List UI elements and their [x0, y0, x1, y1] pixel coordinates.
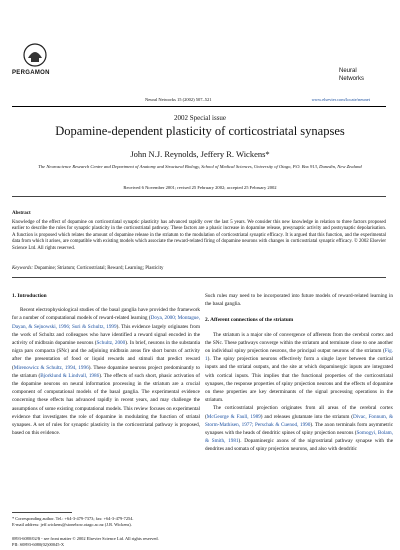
abstract-text: Knowledge of the effect of dopamine on corticostriatal synaptic plasticity has advanced rapidly over the last 5 years. We consider this new knowledge in relation to three factors proposed earlier to describe the rules for synaptic plasticity in the corticostriatal pathway. These factors are a phasic increase in dopamine release, presynaptic activity and postsynaptic depolarisation. A function is proposed which relates the amount of dopamine release in the striatum to the modulation of corticostriatal synaptic efficacy. It is argued that this function, and the experimental data from which it arises, are compatible with existing models which associate the reward-related firing of dopamine neurons with changes in corticostriatal synaptic efficacy. © 2002 Elsevier Science Ltd. All rights reserved. [12, 220, 386, 251]
citation-link[interactable]: Mirenowicz & Schultz, 1994, 1996 [13, 364, 89, 371]
afferent-paragraph-1 [205, 331, 393, 405]
corresponding-author-footnote [12, 516, 200, 527]
text-run: The striatum is a major site of convergence of afferents from the cerebral cortex and the SNc. These pathways converge within the striatum and terminate close to one another on individual spiny projection neurons, the principal output neurons of the striatum ( [205, 331, 393, 355]
text-run: ). The spiny projection neurons effectively form a single layer between the cortical inputs and the striatal outputs, and the site at which dopaminergic inputs are integrated with cortical inputs. This implies that the functional properties of the corticostriatal synapses, the response properties of spiny projection neurons and the effects of dopamine on these properties are key determinants of the signal processing operations in the striatum. [205, 356, 393, 404]
section-heading-introduction: 1. Introduction [12, 293, 47, 299]
received-dates: Received 6 November 2001; revised 25 February 2002; accepted 25 February 2002 [123, 185, 277, 190]
abstract-divider [12, 277, 386, 278]
header-divider [12, 106, 386, 107]
journal-name [339, 67, 364, 83]
keywords-label: Keywords: [12, 266, 34, 271]
abstract-heading: Abstract [12, 211, 31, 216]
citation-link[interactable]: Somogyi, Bolam, & Smith, 1981 [205, 430, 393, 445]
text-run: ). In brief, neurons in the substantia nigra pars compacta (SNc) and the adjoining midbrain areas fire short bursts of activity after the presentation of food or liquid rewards and stimuli that predict reward ( [12, 340, 201, 371]
introduction-paragraph [12, 306, 200, 437]
section-heading-afferent: 2. Afferent connections of the striatum [205, 317, 294, 324]
text-run: ). The effects of such short, phasic activation of the dopamine neurons on neural information processing in the striatum are a crucial component of computational models of the basal ganglia. The experimental evidence concerning these effects has advanced rapidly in recent years, and may challenge the assumptions of some existing computational models. This review focuses on experimental evidence that investigates the role of dopamine in modulating the function of striatal synapses. A set of rules for synaptic plasticity in the corticostriatal pathway is proposed, based on this evidence. [12, 372, 200, 437]
footnote-divider [12, 512, 72, 513]
article-authors: John N.J. Reynolds, Jeffery R. Wickens* [130, 149, 270, 159]
special-issue-label: 2002 Special issue [173, 114, 227, 122]
text-run: ). This evidence largely originates from the work of Schultz and colleagues who have identified a reward signal encoded in the activity of midbrain dopamine neurons ( [12, 323, 200, 347]
citation-link[interactable]: McGeorge & Faull, 1989 [206, 413, 261, 420]
author-affiliation: The Neuroscience Research Centre and Department of Anatomy and Structural Biology, School of Medical Sciences, University of Otago, P.O. Box 913, Dunedin, New Zealand [38, 164, 362, 169]
text-run: ). These dopamine neurons project predominantly to the striatum ( [12, 364, 200, 379]
text-run: Recent electrophysiological studies of the basal ganglia have provided the framework for a number of computational models of reward-related learning ( [12, 307, 200, 322]
issn-block [12, 536, 212, 547]
afferent-paragraph-2 [205, 404, 393, 453]
keywords-list: Dopamine; Striatum; Corticostriatal; Reward; Learning; Plasticity [34, 266, 164, 271]
issn-line: 0893-6080/02/$ - see front matter © 2002 Elsevier Science Ltd. All rights reserved. [12, 536, 159, 541]
figure-link[interactable]: Fig. 1 [205, 348, 393, 363]
text-run: ). The axon terminals form asymmetric synapses with the heads of dendritic spines of spiny projection neurons ( [205, 421, 394, 437]
pii-line: PII: S0893-6080(02)00045-X [12, 541, 65, 547]
citation-link[interactable]: Schultz, 2000 [96, 340, 126, 347]
text-run: ) and releases glutamate into the striatum ( [260, 413, 353, 420]
title-divider [12, 196, 386, 197]
continued-paragraph: Such rules may need to be incorporated into future models of reward-related learning in the basal ganglia. [205, 293, 393, 308]
text-run: The corticostriatal projection originates from all areas of the cerebral cortex ( [205, 405, 393, 420]
keywords-line [12, 266, 386, 271]
footnote-contact: * Corresponding author. Tel.: +64-3-479-7373; fax: +64-3-479-7254. [12, 516, 134, 521]
journal-name-line1: Neural [338, 68, 357, 74]
footnote-email: E-mail address: jeff.wickens@stonebow.otago.ac.nz (J.R. Wickens). [12, 521, 132, 527]
journal-name-line2: Networks [338, 76, 364, 82]
right-column [205, 292, 393, 454]
journal-url-link[interactable]: www.elsevier.com/locate/neunet [311, 97, 370, 102]
citation-link[interactable]: Doya, 2000; Montague, Dayan, & Sejnowski, 1996; Suri & Schultz, 1999 [12, 315, 200, 330]
journal-citation: Neural Networks 15 (2002) 507–521 [145, 97, 212, 102]
citation-link[interactable]: Bjorklund & Lindvall, 1986 [40, 372, 100, 379]
publisher-name: PERGAMON [12, 70, 50, 76]
pergamon-logo-icon [22, 42, 48, 68]
left-column [12, 292, 200, 437]
citation-link[interactable]: Divac, Fonnum, & Storm-Mathisen, 1977; Perschak & Cuenod, 1990 [205, 413, 393, 428]
text-run: ). Dopaminergic axons of the nigrostriatal pathway synapse with the dendrites and somata of spiny projection neurons, and also with dendritic [205, 438, 393, 453]
article-title: Dopamine-dependent plasticity of corticostriatal synapses [55, 124, 345, 138]
